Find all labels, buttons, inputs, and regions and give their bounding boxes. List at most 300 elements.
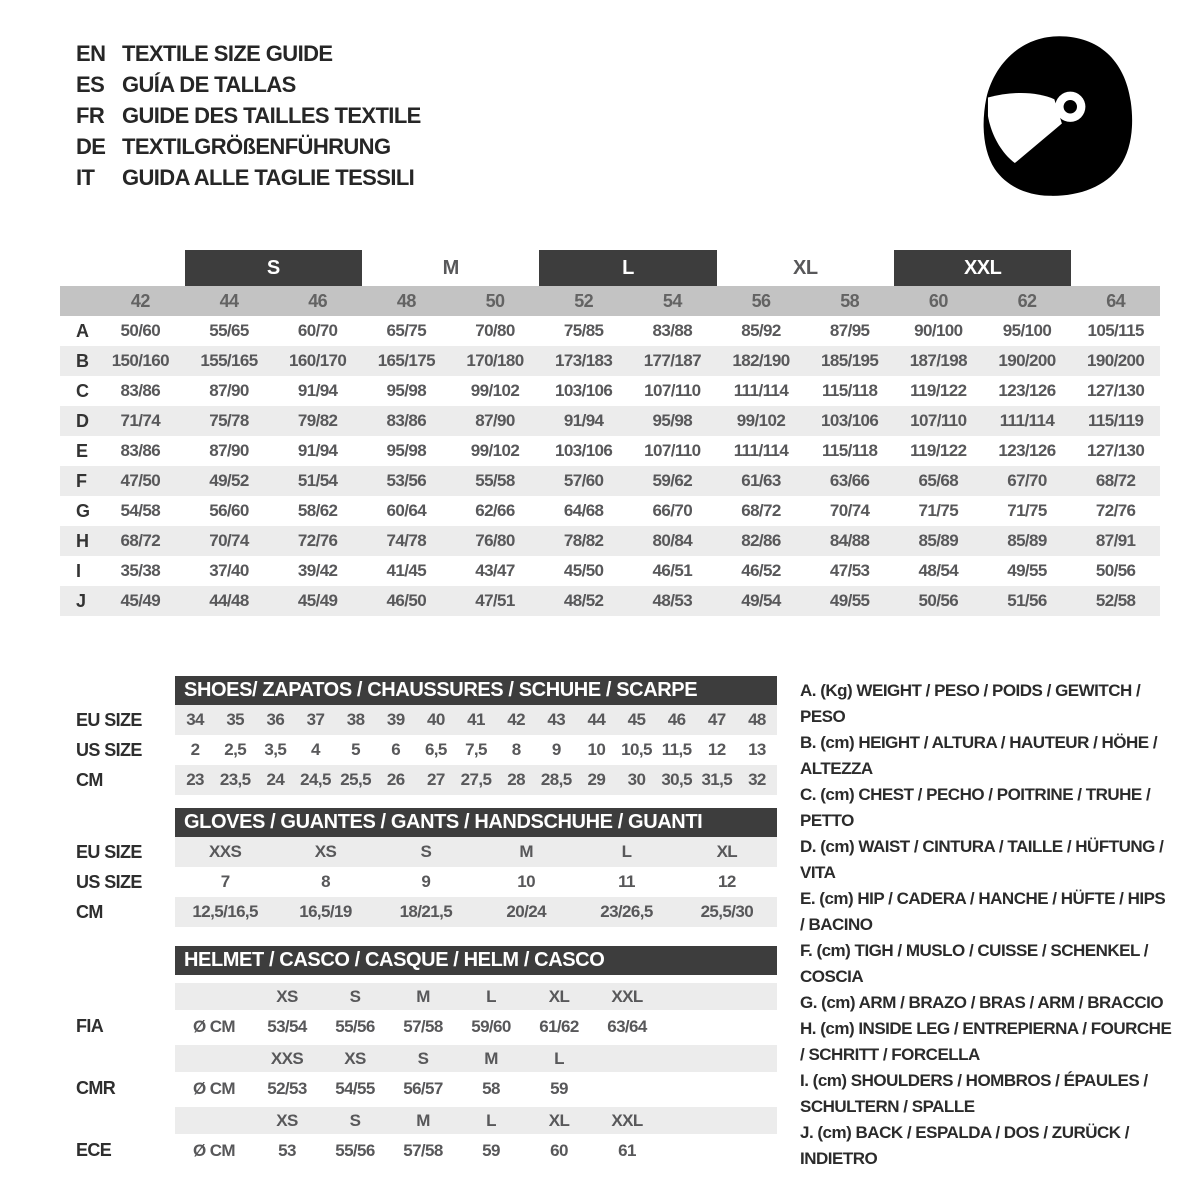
helmet-values-band	[175, 1010, 777, 1043]
size-value-cell: 99/102	[470, 381, 520, 400]
helmet-title-bar: HELMET / CASCO / CASQUE / HELM / CASCO	[175, 946, 777, 975]
gloves-row-2	[60, 897, 840, 927]
size-group-m: M	[442, 256, 459, 279]
size-value-cell: 83/86	[386, 411, 427, 430]
size-value-cell: 68/72	[741, 501, 781, 520]
size-letter-header-row	[60, 250, 1160, 286]
size-value-cell: 49/52	[209, 471, 249, 490]
helmet-size-spacer	[175, 1045, 253, 1072]
value-cell: 13	[748, 740, 766, 759]
size-value-cell: 61/63	[741, 471, 781, 490]
size-value-cell: 103/106	[821, 411, 879, 430]
size-value-cell: 76/80	[475, 531, 515, 550]
value-cell: 25,5	[340, 770, 371, 789]
measure-row-B	[60, 346, 1160, 376]
size-value-cell: 111/114	[733, 381, 789, 400]
helmet-sizes-row-ece	[60, 1107, 840, 1134]
size-value-cell: 119/122	[910, 381, 967, 400]
value-cell: 47	[707, 710, 726, 729]
size-value-cell: 55/65	[209, 321, 249, 340]
language-code: FR	[76, 102, 105, 128]
value-cell: 45	[627, 710, 646, 729]
size-value-cell: 35/38	[120, 561, 161, 580]
size-group-l: L	[539, 250, 716, 286]
value-cell: 11,5	[661, 740, 692, 759]
size-value-cell: 95/98	[386, 441, 427, 460]
size-value-cell: 85/89	[1007, 531, 1047, 550]
value-cell: 42	[507, 710, 525, 729]
helmet-value-cell: 53/54	[267, 1016, 307, 1036]
row-key: G	[76, 500, 91, 521]
size-value-cell: 48/53	[652, 591, 693, 610]
helmet-value-cell: 57/58	[403, 1016, 443, 1036]
row-label: US SIZE	[76, 871, 142, 892]
value-cell: 38	[346, 710, 365, 729]
value-cell: 6,5	[424, 740, 447, 759]
size-value-cell: 65/75	[386, 321, 427, 340]
value-cell: 20/24	[506, 902, 546, 921]
language-row	[76, 38, 421, 69]
legend-item-e: E. (cm) HIP / CADERA / HANCHE / HÜFTE / HIPS / BACINO	[800, 889, 1166, 934]
value-cell: L	[621, 842, 632, 861]
legend-item-b: B. (cm) HEIGHT / ALTURA / HAUTEUR / HÖHE / ALTEZZA	[800, 733, 1158, 778]
size-value-cell: 49/55	[829, 591, 870, 610]
legend-item-c: C. (cm) CHEST / PECHO / POITRINE / TRUHE / PETTO	[800, 785, 1151, 830]
size-value-cell: 43/47	[475, 561, 515, 580]
helmet-value-cell: 59	[550, 1078, 568, 1098]
helmet-value-cell: 54/55	[335, 1078, 375, 1098]
language-label: GUIDA ALLE TAGLIE TESSILI	[122, 164, 415, 190]
value-cell: 28,5	[540, 770, 572, 789]
helmet-values-row-fia	[60, 1010, 840, 1043]
value-cell: 7,5	[465, 740, 487, 759]
size-value-cell: 107/110	[644, 441, 701, 460]
size-value-cell: 49/54	[741, 591, 781, 610]
size-value-cell: 56/60	[209, 501, 249, 520]
value-cell: 39	[386, 710, 405, 729]
size-value-cell: 173/183	[555, 351, 613, 370]
helmet-size-cell: S	[417, 1048, 429, 1068]
size-value-cell: 72/76	[1095, 501, 1136, 520]
helmet-sizes-band	[175, 1045, 777, 1072]
row-key: F	[76, 470, 87, 491]
legend-item-f: F. (cm) TIGH / MUSLO / CUISSE / SCHENKEL / COSCIA	[800, 941, 1149, 986]
size-value-cell: 99/102	[736, 411, 786, 430]
size-value-cell: 87/90	[209, 441, 249, 460]
size-value-cell: 68/72	[1095, 471, 1136, 490]
eu-size-cell: 46	[308, 290, 328, 311]
helmet-size-cell: XS	[344, 1048, 366, 1068]
helmet-size-cell: L	[486, 986, 496, 1006]
value-cell: 16,5/19	[299, 902, 352, 921]
size-value-cell: 48/52	[563, 591, 604, 610]
value-cell: 9	[551, 740, 561, 759]
size-value-cell: 75/85	[563, 321, 604, 340]
size-value-cell: 95/100	[1002, 321, 1052, 340]
size-value-cell: 119/122	[910, 441, 967, 460]
size-value-cell: 50/56	[918, 591, 959, 610]
row-key: D	[76, 410, 89, 431]
shoes-row-1	[60, 735, 840, 765]
value-cell: 12	[707, 740, 726, 759]
size-value-cell: 99/102	[470, 441, 520, 460]
row-key: C	[76, 380, 89, 401]
language-code: DE	[76, 133, 106, 159]
helmet-value-cell: 55/56	[335, 1140, 375, 1160]
size-value-cell: 70/74	[209, 531, 249, 550]
value-cell: XL	[716, 842, 738, 861]
shoes-row-2	[60, 765, 840, 795]
helmet-sizes-band	[175, 1107, 777, 1134]
helmet-size-cell: M	[416, 1110, 430, 1130]
size-value-cell: 59/62	[652, 471, 693, 490]
helmet-value-cell: 61/62	[539, 1016, 579, 1036]
language-row	[76, 162, 421, 193]
size-value-cell: 127/130	[1087, 381, 1145, 400]
size-value-cell: 75/78	[209, 411, 249, 430]
value-cell: 24	[266, 770, 285, 789]
size-value-cell: 87/95	[829, 321, 870, 340]
value-cell: 34	[186, 710, 204, 729]
size-value-cell: 51/54	[297, 471, 338, 490]
eu-size-cell: 56	[751, 290, 771, 311]
helmet-value-cell	[593, 1072, 661, 1105]
helmet-values-row-cmr	[60, 1072, 840, 1105]
shoes-value-band	[175, 705, 777, 735]
helmet-size-cell: M	[484, 1048, 498, 1068]
value-cell: 9	[421, 872, 431, 891]
size-value-cell: 150/160	[111, 351, 169, 370]
value-cell: 24,5	[300, 770, 331, 789]
value-cell: 26	[386, 770, 405, 789]
measure-row-E	[60, 436, 1160, 466]
helmet-size-cell: XL	[548, 1110, 570, 1130]
textile-size-table	[60, 250, 1160, 616]
size-value-cell: 85/89	[918, 531, 959, 550]
size-value-cell: 45/49	[297, 591, 338, 610]
measure-row-H	[60, 526, 1160, 556]
helmet-value-cell: 53	[278, 1140, 296, 1160]
size-value-cell: 57/60	[563, 471, 604, 490]
size-value-cell: 51/56	[1007, 591, 1047, 610]
value-cell: 27,5	[460, 770, 492, 789]
size-value-cell: 87/91	[1095, 531, 1136, 550]
size-value-cell: 66/70	[652, 501, 693, 520]
eu-size-cell: 60	[928, 290, 948, 311]
size-value-cell: 87/90	[475, 411, 515, 430]
size-value-cell: 103/106	[555, 441, 613, 460]
value-cell: 48	[748, 710, 766, 729]
size-value-cell: 165/175	[377, 351, 435, 370]
legend-item-i: I. (cm) SHOULDERS / HOMBROS / ÉPAULES / SCHULTERN / SPALLE	[800, 1071, 1148, 1116]
diameter-unit-cell: Ø CM	[193, 1016, 235, 1036]
size-value-cell: 170/180	[466, 351, 524, 370]
size-value-cell: 78/82	[563, 531, 604, 550]
standard-label: ECE	[76, 1140, 112, 1160]
value-cell: 3,5	[264, 740, 287, 759]
helmet-value-cell: 60	[550, 1140, 568, 1160]
value-cell: 31,5	[701, 770, 733, 789]
size-value-cell: 123/126	[998, 381, 1056, 400]
size-value-cell: 105/115	[1087, 321, 1144, 340]
diameter-unit-cell: Ø CM	[193, 1078, 235, 1098]
size-value-cell: 91/94	[297, 441, 338, 460]
size-value-cell: 47/50	[120, 471, 161, 490]
size-value-cell: 111/114	[999, 411, 1055, 430]
size-value-cell: 37/40	[209, 561, 249, 580]
language-title-block	[76, 38, 421, 193]
size-value-cell: 49/55	[1007, 561, 1047, 580]
size-value-cell: 45/50	[563, 561, 604, 580]
value-cell: 28	[507, 770, 525, 789]
language-code: IT	[76, 164, 95, 190]
shoes-row-0	[60, 705, 840, 735]
value-cell: 36	[266, 710, 285, 729]
helmet-values-band	[175, 1134, 777, 1167]
size-value-cell: 70/80	[475, 321, 515, 340]
size-value-cell: 90/100	[914, 321, 963, 340]
helmet-values-row-ece	[60, 1134, 840, 1167]
size-value-cell: 46/51	[652, 561, 693, 580]
row-label: CM	[76, 901, 103, 922]
eu-size-cell: 50	[485, 290, 505, 311]
measurement-rows	[60, 316, 1160, 616]
standard-label: CMR	[76, 1078, 116, 1098]
helmet-value-cell: 52/53	[267, 1078, 307, 1098]
size-value-cell: 83/86	[120, 381, 161, 400]
size-value-cell: 60/64	[386, 501, 427, 520]
value-cell: 43	[547, 710, 566, 729]
helmet-values-band	[175, 1072, 777, 1105]
language-label: GUIDE DES TAILLES TEXTILE	[122, 102, 421, 128]
size-value-cell: 45/49	[120, 591, 161, 610]
size-value-cell: 80/84	[652, 531, 693, 550]
size-value-cell: 185/195	[821, 351, 879, 370]
row-label: EU SIZE	[76, 841, 142, 862]
row-key: B	[76, 350, 89, 371]
helmet-value-cell: 63/64	[607, 1016, 647, 1036]
language-label: TEXTILE SIZE GUIDE	[122, 40, 333, 66]
eu-size-cell: 54	[662, 290, 682, 311]
legend-item-d: D. (cm) WAIST / CINTURA / TAILLE / HÜFTUNG / VITA	[800, 837, 1164, 882]
value-cell: 6	[391, 740, 401, 759]
gloves-title-bar: GLOVES / GUANTES / GANTS / HANDSCHUHE / GUANTI	[175, 808, 777, 837]
helmet-size-cell: S	[349, 986, 361, 1006]
size-value-cell: 52/58	[1095, 591, 1136, 610]
helmet-value-cell: 59	[482, 1140, 500, 1160]
value-cell: 32	[748, 770, 766, 789]
value-cell: 37	[306, 710, 325, 729]
helmet-value-cell: 59/60	[471, 1016, 511, 1036]
size-value-cell: 177/187	[643, 351, 701, 370]
measure-row-G	[60, 496, 1160, 526]
size-value-cell: 115/119	[1087, 411, 1144, 430]
value-cell: XS	[314, 842, 337, 861]
measurement-legend	[800, 678, 1172, 1172]
helmet-size-cell: XS	[276, 1110, 298, 1130]
language-row	[76, 69, 421, 100]
size-value-cell: 115/118	[821, 441, 878, 460]
value-cell: 8	[321, 872, 330, 891]
size-value-cell: 187/198	[909, 351, 967, 370]
eu-size-number-band	[60, 286, 1160, 316]
helmet-value-cell: 58	[482, 1078, 500, 1098]
value-cell: M	[519, 842, 533, 861]
measure-row-D	[60, 406, 1160, 436]
value-cell: 11	[618, 872, 635, 891]
size-value-cell: 46/52	[741, 561, 781, 580]
row-key: J	[76, 590, 87, 611]
size-value-cell: 123/126	[998, 441, 1056, 460]
legend-item-h: H. (cm) INSIDE LEG / ENTREPIERNA / FOURCHE / SCHRITT / FORCELLA	[800, 1019, 1172, 1064]
value-cell: 25,5/30	[700, 902, 754, 921]
size-value-cell: 190/200	[998, 351, 1056, 370]
size-value-cell: 71/75	[918, 501, 959, 520]
value-cell: 27	[427, 770, 445, 789]
size-value-cell: 72/76	[297, 531, 338, 550]
racing-helmet-icon	[972, 26, 1140, 206]
value-cell: 44	[587, 710, 606, 729]
size-value-cell: 67/70	[1007, 471, 1047, 490]
size-value-cell: 58/62	[297, 501, 338, 520]
size-value-cell: 39/42	[297, 561, 338, 580]
size-group-s: S	[185, 250, 362, 286]
value-cell: 23	[186, 770, 204, 789]
size-value-cell: 70/74	[829, 501, 870, 520]
size-value-cell: 160/170	[289, 351, 347, 370]
shoes-title-bar: SHOES/ ZAPATOS / CHAUSSURES / SCHUHE / SCARPE	[175, 676, 777, 705]
size-value-cell: 95/98	[386, 381, 427, 400]
shoes-section	[60, 676, 840, 796]
eu-size-cell: 64	[1106, 290, 1126, 311]
helmet-size-spacer	[175, 1107, 253, 1134]
size-value-cell: 71/75	[1007, 501, 1047, 520]
size-value-cell: 71/74	[120, 411, 161, 430]
size-value-cell: 74/78	[386, 531, 427, 550]
value-cell: 2,5	[224, 740, 247, 759]
size-value-cell: 47/51	[475, 591, 515, 610]
row-label: EU SIZE	[76, 709, 142, 730]
helmet-value-cell: 55/56	[335, 1016, 375, 1036]
helmet-size-cell: XXS	[270, 1048, 304, 1068]
language-label: GUÍA DE TALLAS	[122, 71, 296, 97]
value-cell: 40	[427, 710, 445, 729]
gloves-value-band	[175, 837, 777, 867]
row-key: A	[76, 320, 89, 341]
size-value-cell: 46/50	[386, 591, 427, 610]
helmet-size-cell: XS	[276, 986, 298, 1006]
value-cell: 23,5	[219, 770, 251, 789]
size-value-cell: 127/130	[1087, 441, 1145, 460]
size-value-cell: 63/66	[829, 471, 870, 490]
row-label: US SIZE	[76, 739, 142, 760]
value-cell: 30,5	[661, 770, 692, 789]
size-value-cell: 60/70	[297, 321, 338, 340]
language-row	[76, 131, 421, 162]
size-value-cell: 64/68	[563, 501, 604, 520]
helmet-size-cell: L	[486, 1110, 496, 1130]
diameter-unit-cell: Ø CM	[193, 1140, 235, 1160]
helmet-value-cell: 56/57	[403, 1078, 443, 1098]
size-value-cell: 65/68	[918, 471, 959, 490]
standard-label: FIA	[76, 1016, 104, 1036]
eu-size-cell: 48	[396, 290, 416, 311]
helmet-value-cell: 61	[618, 1140, 636, 1160]
size-value-cell: 182/190	[732, 351, 790, 370]
value-cell: 12	[717, 872, 736, 891]
size-value-cell: 68/72	[120, 531, 161, 550]
value-cell: 2	[190, 740, 200, 759]
measure-row-C	[60, 376, 1160, 406]
measure-row-I	[60, 556, 1160, 586]
eu-size-cell: 62	[1017, 290, 1037, 311]
size-group-xxl: XXL	[894, 250, 1071, 286]
row-label: CM	[76, 769, 103, 790]
language-label: TEXTILGRÖßENFÜHRUNG	[122, 133, 391, 159]
value-cell: 41	[467, 710, 485, 729]
size-value-cell: 107/110	[910, 411, 967, 430]
value-cell: 8	[511, 740, 521, 759]
gloves-value-band	[175, 867, 777, 897]
size-value-cell: 91/94	[563, 411, 604, 430]
legend-item-j: J. (cm) BACK / ESPALDA / DOS / ZURÜCK / INDIETRO	[800, 1123, 1130, 1168]
helmet-size-cell: XXL	[611, 986, 643, 1006]
size-value-cell: 47/53	[829, 561, 870, 580]
eu-band-spacer	[60, 286, 96, 316]
size-value-cell: 84/88	[829, 531, 870, 550]
value-cell: 29	[587, 770, 606, 789]
size-value-cell: 190/200	[1087, 351, 1145, 370]
size-value-cell: 95/98	[652, 411, 693, 430]
size-value-cell: 87/90	[209, 381, 249, 400]
legend-item-a: A. (Kg) WEIGHT / PESO / POIDS / GEWITCH / PESO	[800, 681, 1141, 726]
value-cell: 10,5	[621, 740, 652, 759]
size-value-cell: 83/86	[120, 441, 161, 460]
helmet-size-cell: M	[416, 986, 430, 1006]
value-cell: 12,5/16,5	[192, 902, 258, 921]
helmet-sizes-band	[175, 983, 777, 1010]
value-cell: 23/26,5	[600, 902, 653, 921]
eu-size-cell: 44	[219, 290, 239, 311]
measure-row-A	[60, 316, 1160, 346]
size-value-cell: 44/48	[209, 591, 249, 610]
language-code: EN	[76, 40, 106, 66]
helmet-size-cell: S	[349, 1110, 361, 1130]
size-value-cell: 85/92	[741, 321, 781, 340]
value-cell: S	[420, 842, 432, 861]
eu-size-cell: 42	[130, 290, 150, 311]
value-cell: XXS	[209, 842, 242, 861]
value-cell: 35	[226, 710, 245, 729]
language-row	[76, 100, 421, 131]
gloves-section	[60, 808, 840, 928]
shoes-value-band	[175, 735, 777, 765]
gloves-row-0	[60, 837, 840, 867]
helmet-size-spacer	[175, 983, 253, 1010]
size-value-cell: 48/54	[918, 561, 959, 580]
row-key: I	[76, 560, 82, 581]
helmet-sizes-row-fia	[60, 983, 840, 1010]
size-value-cell: 115/118	[821, 381, 878, 400]
helmet-size-cell: L	[554, 1048, 564, 1068]
size-value-cell: 111/114	[733, 441, 789, 460]
helmet-section	[60, 946, 840, 1176]
value-cell: 5	[351, 740, 361, 759]
size-value-cell: 103/106	[555, 381, 613, 400]
row-key: H	[76, 530, 89, 551]
size-value-cell: 62/66	[475, 501, 515, 520]
value-cell: 46	[667, 710, 686, 729]
